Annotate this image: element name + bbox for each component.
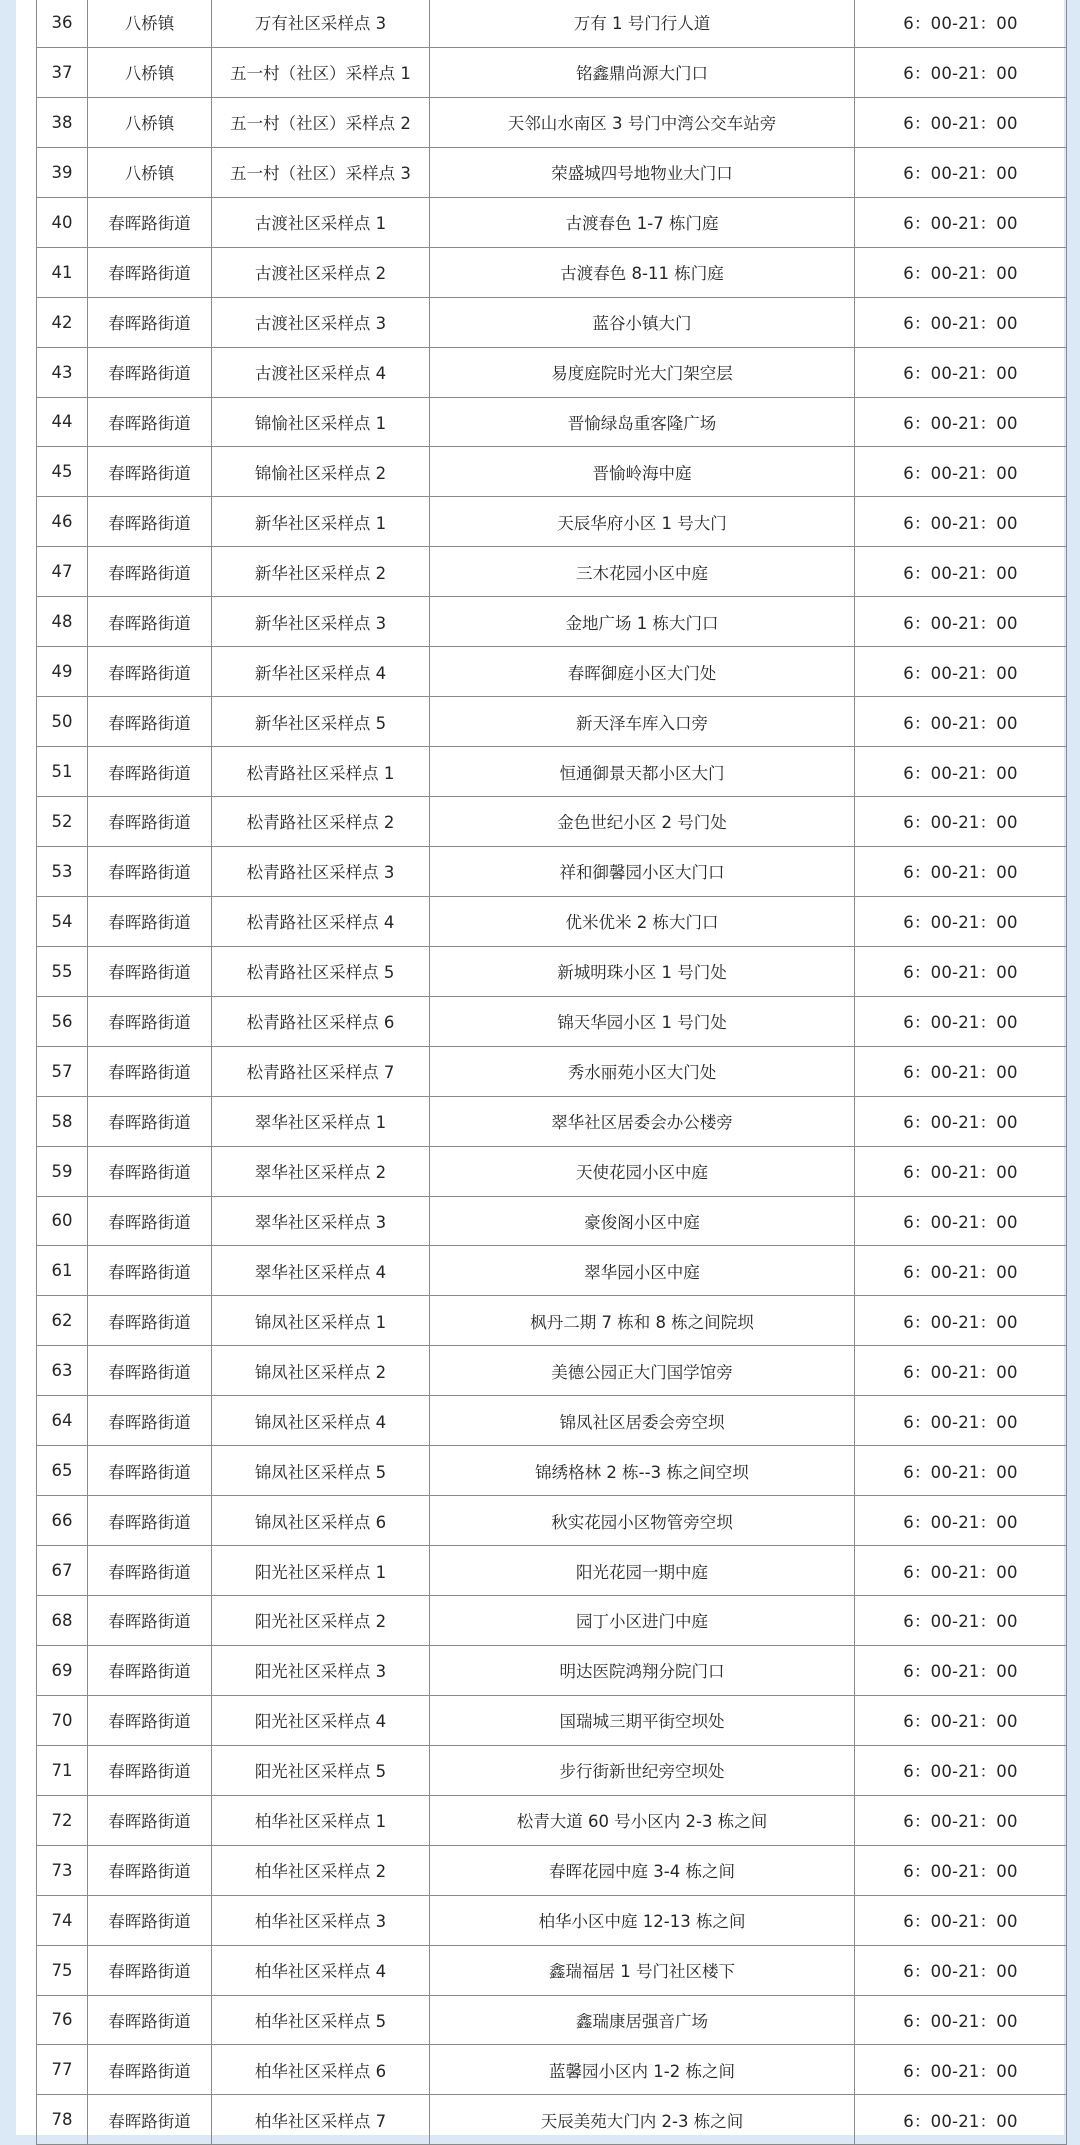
cell-number: 43 xyxy=(37,347,88,397)
cell-town: 春晖路街道 xyxy=(88,297,212,347)
cell-time: 6：00-21：00 xyxy=(855,1845,1067,1895)
table-row xyxy=(37,1546,1067,1596)
cell-address: 金色世纪小区 2 号门处 xyxy=(430,797,855,847)
cell-town: 春晖路街道 xyxy=(88,1745,212,1795)
cell-town: 春晖路街道 xyxy=(88,1845,212,1895)
cell-time: 6：00-21：00 xyxy=(855,1396,1067,1446)
cell-site: 五一村（社区）采样点 2 xyxy=(212,97,430,147)
cell-time: 6：00-21：00 xyxy=(855,247,1067,297)
cell-number: 52 xyxy=(37,797,88,847)
cell-town: 春晖路街道 xyxy=(88,1146,212,1196)
cell-number: 74 xyxy=(37,1895,88,1945)
cell-town: 春晖路街道 xyxy=(88,2095,212,2145)
cell-site: 古渡社区采样点 3 xyxy=(212,297,430,347)
cell-town: 春晖路街道 xyxy=(88,697,212,747)
cell-town: 春晖路街道 xyxy=(88,597,212,647)
cell-site: 古渡社区采样点 2 xyxy=(212,247,430,297)
cell-time: 6：00-21：00 xyxy=(855,447,1067,497)
cell-site: 新华社区采样点 4 xyxy=(212,647,430,697)
cell-town: 春晖路街道 xyxy=(88,447,212,497)
cell-town: 春晖路街道 xyxy=(88,846,212,896)
table-row xyxy=(37,447,1067,497)
cell-time: 6：00-21：00 xyxy=(855,197,1067,247)
cell-time: 6：00-21：00 xyxy=(855,2045,1067,2095)
cell-time: 6：00-21：00 xyxy=(855,147,1067,197)
cell-site: 松青路社区采样点 3 xyxy=(212,846,430,896)
cell-site: 柏华社区采样点 4 xyxy=(212,1945,430,1995)
table-row xyxy=(37,1645,1067,1695)
cell-town: 春晖路街道 xyxy=(88,1246,212,1296)
cell-town: 春晖路街道 xyxy=(88,747,212,797)
cell-address: 古渡春色 8-11 栋门庭 xyxy=(430,247,855,297)
cell-time: 6：00-21：00 xyxy=(855,1995,1067,2045)
table-row xyxy=(37,747,1067,797)
cell-site: 松青路社区采样点 5 xyxy=(212,946,430,996)
cell-address: 秀水丽苑小区大门处 xyxy=(430,1046,855,1096)
cell-site: 新华社区采样点 2 xyxy=(212,547,430,597)
cell-address: 春晖御庭小区大门处 xyxy=(430,647,855,697)
table-row xyxy=(37,1146,1067,1196)
cell-town: 春晖路街道 xyxy=(88,1895,212,1945)
cell-time: 6：00-21：00 xyxy=(855,1146,1067,1196)
cell-site: 古渡社区采样点 1 xyxy=(212,197,430,247)
cell-time: 6：00-21：00 xyxy=(855,1496,1067,1546)
table-row xyxy=(37,0,1067,47)
cell-time: 6：00-21：00 xyxy=(855,0,1067,47)
cell-time: 6：00-21：00 xyxy=(855,597,1067,647)
table-row xyxy=(37,1745,1067,1795)
cell-address: 天邻山水南区 3 号门中湾公交车站旁 xyxy=(430,97,855,147)
cell-address: 新天泽车库入口旁 xyxy=(430,697,855,747)
cell-site: 锦愉社区采样点 1 xyxy=(212,397,430,447)
cell-address: 锦凤社区居委会旁空坝 xyxy=(430,1396,855,1446)
cell-town: 春晖路街道 xyxy=(88,1396,212,1446)
cell-number: 78 xyxy=(37,2095,88,2145)
cell-number: 50 xyxy=(37,697,88,747)
cell-address: 阳光花园一期中庭 xyxy=(430,1546,855,1596)
table-row xyxy=(37,896,1067,946)
cell-town: 春晖路街道 xyxy=(88,2045,212,2095)
cell-site: 柏华社区采样点 3 xyxy=(212,1895,430,1945)
table-row xyxy=(37,597,1067,647)
table-row xyxy=(37,547,1067,597)
cell-time: 6：00-21：00 xyxy=(855,846,1067,896)
cell-time: 6：00-21：00 xyxy=(855,1296,1067,1346)
cell-town: 春晖路街道 xyxy=(88,1695,212,1745)
cell-time: 6：00-21：00 xyxy=(855,497,1067,547)
cell-time: 6：00-21：00 xyxy=(855,347,1067,397)
cell-time: 6：00-21：00 xyxy=(855,697,1067,747)
cell-address: 园丁小区进门中庭 xyxy=(430,1596,855,1646)
cell-town: 春晖路街道 xyxy=(88,1496,212,1546)
cell-number: 69 xyxy=(37,1645,88,1695)
cell-site: 柏华社区采样点 1 xyxy=(212,1795,430,1845)
cell-town: 春晖路街道 xyxy=(88,1945,212,1995)
cell-number: 54 xyxy=(37,896,88,946)
cell-number: 76 xyxy=(37,1995,88,2045)
cell-address: 恒通御景天都小区大门 xyxy=(430,747,855,797)
table-row xyxy=(37,1496,1067,1546)
cell-address: 优米优米 2 栋大门口 xyxy=(430,896,855,946)
cell-time: 6：00-21：00 xyxy=(855,1695,1067,1745)
cell-address: 天辰华府小区 1 号大门 xyxy=(430,497,855,547)
cell-time: 6：00-21：00 xyxy=(855,1196,1067,1246)
cell-time: 6：00-21：00 xyxy=(855,1745,1067,1795)
cell-number: 56 xyxy=(37,996,88,1046)
cell-address: 蓝馨园小区内 1-2 栋之间 xyxy=(430,2045,855,2095)
cell-number: 39 xyxy=(37,147,88,197)
cell-site: 古渡社区采样点 4 xyxy=(212,347,430,397)
cell-time: 6：00-21：00 xyxy=(855,1645,1067,1695)
document-page xyxy=(16,0,1064,2135)
cell-town: 春晖路街道 xyxy=(88,1296,212,1346)
cell-number: 40 xyxy=(37,197,88,247)
table-row xyxy=(37,1446,1067,1496)
cell-site: 五一村（社区）采样点 3 xyxy=(212,147,430,197)
cell-site: 锦凤社区采样点 4 xyxy=(212,1396,430,1446)
cell-site: 阳光社区采样点 1 xyxy=(212,1546,430,1596)
cell-number: 67 xyxy=(37,1546,88,1596)
cell-number: 45 xyxy=(37,447,88,497)
cell-time: 6：00-21：00 xyxy=(855,1096,1067,1146)
cell-number: 36 xyxy=(37,0,88,47)
cell-number: 44 xyxy=(37,397,88,447)
cell-address: 祥和御馨园小区大门口 xyxy=(430,846,855,896)
cell-time: 6：00-21：00 xyxy=(855,47,1067,97)
cell-time: 6：00-21：00 xyxy=(855,1945,1067,1995)
cell-address: 新城明珠小区 1 号门处 xyxy=(430,946,855,996)
cell-number: 57 xyxy=(37,1046,88,1096)
cell-address: 松青大道 60 号小区内 2-3 栋之间 xyxy=(430,1795,855,1845)
cell-time: 6：00-21：00 xyxy=(855,2095,1067,2145)
cell-town: 春晖路街道 xyxy=(88,1346,212,1396)
cell-number: 60 xyxy=(37,1196,88,1246)
cell-town: 春晖路街道 xyxy=(88,547,212,597)
cell-site: 新华社区采样点 1 xyxy=(212,497,430,547)
cell-number: 58 xyxy=(37,1096,88,1146)
table-row xyxy=(37,1845,1067,1895)
cell-site: 阳光社区采样点 5 xyxy=(212,1745,430,1795)
table-row xyxy=(37,1346,1067,1396)
table-row xyxy=(37,996,1067,1046)
cell-number: 66 xyxy=(37,1496,88,1546)
cell-town: 春晖路街道 xyxy=(88,946,212,996)
cell-time: 6：00-21：00 xyxy=(855,946,1067,996)
cell-number: 65 xyxy=(37,1446,88,1496)
cell-site: 翠华社区采样点 3 xyxy=(212,1196,430,1246)
cell-number: 49 xyxy=(37,647,88,697)
cell-site: 翠华社区采样点 4 xyxy=(212,1246,430,1296)
cell-time: 6：00-21：00 xyxy=(855,1246,1067,1296)
cell-site: 柏华社区采样点 5 xyxy=(212,1995,430,2045)
cell-number: 38 xyxy=(37,97,88,147)
cell-site: 柏华社区采样点 6 xyxy=(212,2045,430,2095)
cell-town: 春晖路街道 xyxy=(88,1446,212,1496)
cell-number: 72 xyxy=(37,1795,88,1845)
cell-town: 八桥镇 xyxy=(88,97,212,147)
cell-number: 68 xyxy=(37,1596,88,1646)
table-row xyxy=(37,147,1067,197)
table-row xyxy=(37,397,1067,447)
cell-site: 松青路社区采样点 2 xyxy=(212,797,430,847)
cell-town: 春晖路街道 xyxy=(88,347,212,397)
cell-town: 春晖路街道 xyxy=(88,197,212,247)
table-row xyxy=(37,2045,1067,2095)
cell-number: 53 xyxy=(37,846,88,896)
cell-number: 73 xyxy=(37,1845,88,1895)
table-row xyxy=(37,1945,1067,1995)
cell-site: 锦凤社区采样点 1 xyxy=(212,1296,430,1346)
cell-time: 6：00-21：00 xyxy=(855,797,1067,847)
cell-site: 松青路社区采样点 6 xyxy=(212,996,430,1046)
table-row xyxy=(37,1396,1067,1446)
table-row xyxy=(37,1995,1067,2045)
cell-number: 62 xyxy=(37,1296,88,1346)
cell-number: 64 xyxy=(37,1396,88,1446)
cell-town: 春晖路街道 xyxy=(88,1645,212,1695)
cell-site: 新华社区采样点 5 xyxy=(212,697,430,747)
cell-town: 春晖路街道 xyxy=(88,1795,212,1845)
cell-site: 阳光社区采样点 3 xyxy=(212,1645,430,1695)
cell-town: 春晖路街道 xyxy=(88,647,212,697)
cell-town: 春晖路街道 xyxy=(88,896,212,946)
cell-address: 秋实花园小区物管旁空坝 xyxy=(430,1496,855,1546)
cell-town: 春晖路街道 xyxy=(88,797,212,847)
cell-time: 6：00-21：00 xyxy=(855,996,1067,1046)
cell-address: 荣盛城四号地物业大门口 xyxy=(430,147,855,197)
table-row xyxy=(37,347,1067,397)
cell-address: 翠华园小区中庭 xyxy=(430,1246,855,1296)
cell-site: 松青路社区采样点 7 xyxy=(212,1046,430,1096)
cell-site: 阳光社区采样点 4 xyxy=(212,1695,430,1745)
cell-address: 天使花园小区中庭 xyxy=(430,1146,855,1196)
table-row xyxy=(37,1096,1067,1146)
table-row xyxy=(37,946,1067,996)
table-row xyxy=(37,1895,1067,1945)
cell-time: 6：00-21：00 xyxy=(855,1446,1067,1496)
cell-address: 金地广场 1 栋大门口 xyxy=(430,597,855,647)
cell-time: 6：00-21：00 xyxy=(855,1046,1067,1096)
table-row xyxy=(37,1196,1067,1246)
cell-number: 47 xyxy=(37,547,88,597)
cell-time: 6：00-21：00 xyxy=(855,896,1067,946)
cell-number: 71 xyxy=(37,1745,88,1795)
cell-town: 八桥镇 xyxy=(88,47,212,97)
cell-address: 易度庭院时光大门架空层 xyxy=(430,347,855,397)
cell-address: 明达医院鸿翔分院门口 xyxy=(430,1645,855,1695)
cell-town: 春晖路街道 xyxy=(88,497,212,547)
cell-address: 铭鑫鼎尚源大门口 xyxy=(430,47,855,97)
cell-site: 锦凤社区采样点 5 xyxy=(212,1446,430,1496)
cell-town: 八桥镇 xyxy=(88,147,212,197)
table-row xyxy=(37,297,1067,347)
cell-time: 6：00-21：00 xyxy=(855,1795,1067,1845)
cell-time: 6：00-21：00 xyxy=(855,547,1067,597)
sampling-sites-table xyxy=(36,0,1067,2145)
cell-number: 46 xyxy=(37,497,88,547)
cell-time: 6：00-21：00 xyxy=(855,1895,1067,1945)
cell-town: 春晖路街道 xyxy=(88,1546,212,1596)
cell-site: 新华社区采样点 3 xyxy=(212,597,430,647)
cell-site: 松青路社区采样点 4 xyxy=(212,896,430,946)
cell-site: 翠华社区采样点 1 xyxy=(212,1096,430,1146)
table-row xyxy=(37,2095,1067,2145)
table-row xyxy=(37,647,1067,697)
table-row xyxy=(37,797,1067,847)
table-row xyxy=(37,1795,1067,1845)
cell-address: 柏华小区中庭 12-13 栋之间 xyxy=(430,1895,855,1945)
cell-number: 48 xyxy=(37,597,88,647)
cell-address: 古渡春色 1-7 栋门庭 xyxy=(430,197,855,247)
cell-site: 万有社区采样点 3 xyxy=(212,0,430,47)
cell-town: 春晖路街道 xyxy=(88,1046,212,1096)
cell-site: 阳光社区采样点 2 xyxy=(212,1596,430,1646)
cell-number: 63 xyxy=(37,1346,88,1396)
cell-time: 6：00-21：00 xyxy=(855,1546,1067,1596)
cell-time: 6：00-21：00 xyxy=(855,397,1067,447)
table-body xyxy=(37,0,1067,2145)
cell-time: 6：00-21：00 xyxy=(855,647,1067,697)
cell-town: 春晖路街道 xyxy=(88,247,212,297)
cell-time: 6：00-21：00 xyxy=(855,747,1067,797)
cell-number: 51 xyxy=(37,747,88,797)
cell-address: 美德公园正大门国学馆旁 xyxy=(430,1346,855,1396)
cell-number: 70 xyxy=(37,1695,88,1745)
table-row xyxy=(37,497,1067,547)
table-row xyxy=(37,197,1067,247)
table-row xyxy=(37,1296,1067,1346)
cell-address: 鑫瑞康居强音广场 xyxy=(430,1995,855,2045)
table-row xyxy=(37,247,1067,297)
table-row xyxy=(37,1596,1067,1646)
cell-address: 万有 1 号门行人道 xyxy=(430,0,855,47)
cell-address: 三木花园小区中庭 xyxy=(430,547,855,597)
cell-town: 春晖路街道 xyxy=(88,1096,212,1146)
cell-address: 枫丹二期 7 栋和 8 栋之间院坝 xyxy=(430,1296,855,1346)
cell-time: 6：00-21：00 xyxy=(855,297,1067,347)
cell-address: 锦绣格林 2 栋--3 栋之间空坝 xyxy=(430,1446,855,1496)
cell-site: 锦凤社区采样点 6 xyxy=(212,1496,430,1546)
cell-town: 春晖路街道 xyxy=(88,996,212,1046)
cell-number: 59 xyxy=(37,1146,88,1196)
cell-number: 55 xyxy=(37,946,88,996)
table-row xyxy=(37,1695,1067,1745)
cell-site: 柏华社区采样点 7 xyxy=(212,2095,430,2145)
cell-address: 蓝谷小镇大门 xyxy=(430,297,855,347)
cell-town: 春晖路街道 xyxy=(88,1196,212,1246)
table-row xyxy=(37,846,1067,896)
cell-address: 锦天华园小区 1 号门处 xyxy=(430,996,855,1046)
cell-address: 天辰美苑大门内 2-3 栋之间 xyxy=(430,2095,855,2145)
table-row xyxy=(37,697,1067,747)
cell-address: 翠华社区居委会办公楼旁 xyxy=(430,1096,855,1146)
cell-number: 42 xyxy=(37,297,88,347)
table-row xyxy=(37,1046,1067,1096)
cell-address: 国瑞城三期平街空坝处 xyxy=(430,1695,855,1745)
cell-site: 锦凤社区采样点 2 xyxy=(212,1346,430,1396)
cell-address: 晋愉岭海中庭 xyxy=(430,447,855,497)
cell-address: 步行街新世纪旁空坝处 xyxy=(430,1745,855,1795)
table-row xyxy=(37,97,1067,147)
cell-address: 晋愉绿岛重客隆广场 xyxy=(430,397,855,447)
cell-town: 春晖路街道 xyxy=(88,1596,212,1646)
cell-town: 春晖路街道 xyxy=(88,1995,212,2045)
cell-site: 锦愉社区采样点 2 xyxy=(212,447,430,497)
cell-number: 61 xyxy=(37,1246,88,1296)
table-row xyxy=(37,1246,1067,1296)
cell-time: 6：00-21：00 xyxy=(855,1346,1067,1396)
cell-number: 41 xyxy=(37,247,88,297)
table-row xyxy=(37,47,1067,97)
cell-town: 八桥镇 xyxy=(88,0,212,47)
cell-site: 柏华社区采样点 2 xyxy=(212,1845,430,1895)
cell-time: 6：00-21：00 xyxy=(855,1596,1067,1646)
cell-site: 松青路社区采样点 1 xyxy=(212,747,430,797)
cell-address: 豪俊阁小区中庭 xyxy=(430,1196,855,1246)
cell-address: 春晖花园中庭 3-4 栋之间 xyxy=(430,1845,855,1895)
cell-address: 鑫瑞福居 1 号门社区楼下 xyxy=(430,1945,855,1995)
cell-site: 翠华社区采样点 2 xyxy=(212,1146,430,1196)
cell-number: 75 xyxy=(37,1945,88,1995)
cell-site: 五一村（社区）采样点 1 xyxy=(212,47,430,97)
cell-town: 春晖路街道 xyxy=(88,397,212,447)
cell-time: 6：00-21：00 xyxy=(855,97,1067,147)
cell-number: 37 xyxy=(37,47,88,97)
cell-number: 77 xyxy=(37,2045,88,2095)
